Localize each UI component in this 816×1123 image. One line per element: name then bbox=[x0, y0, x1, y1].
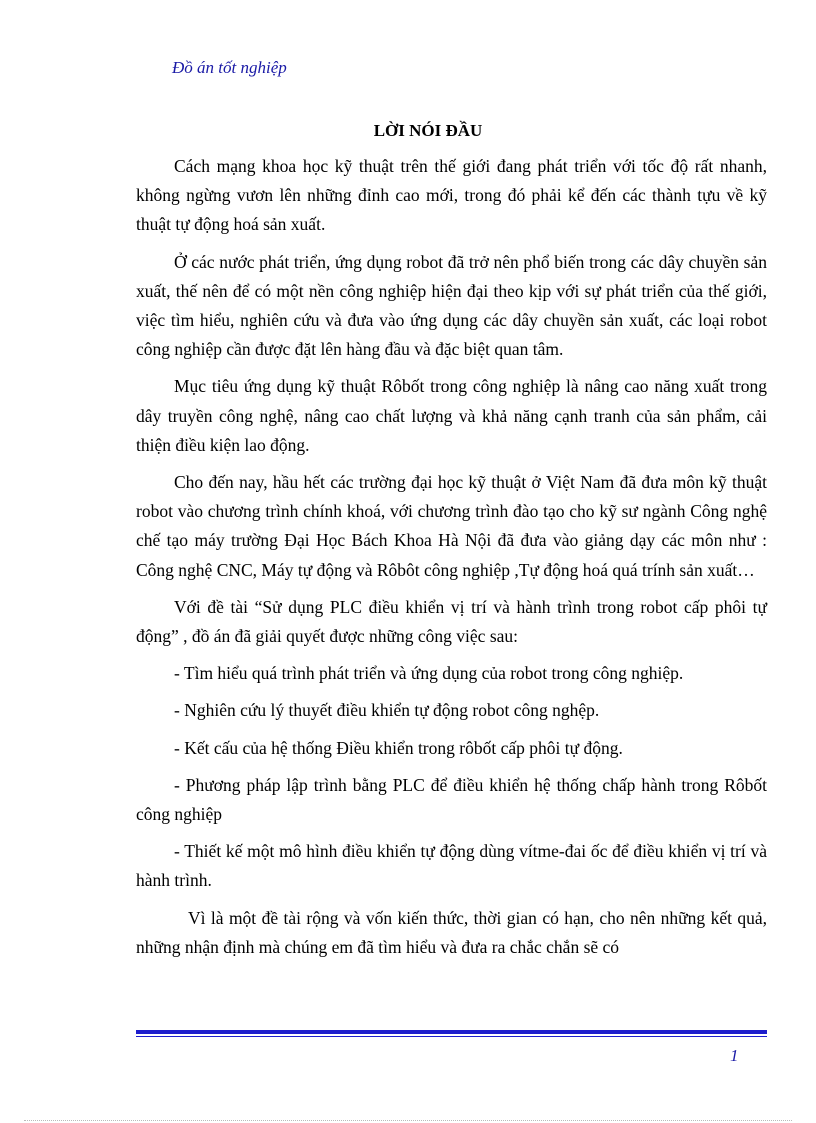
document-body bbox=[136, 152, 767, 970]
list-item: - Kết cấu của hệ thống Điều khiển trong rôbốt cấp phôi tự động. bbox=[174, 737, 623, 758]
running-header: Đồ án tốt nghiệp bbox=[172, 58, 287, 77]
list-item: - Thiết kế một mô hình điều khiển tự động dùng vítme-đai ốc để điều khiển vị trí và hành trình. bbox=[136, 841, 767, 891]
paragraph: Mục tiêu ứng dụng kỹ thuật Rôbốt trong công nghiệp là nâng cao năng xuất trong dây truyền công nghệ, nâng cao chất lượng và khả năng cạnh tranh của sản phẩm, cải thiện điều kiện lao động. bbox=[136, 376, 767, 455]
paragraph: Với đề tài “Sử dụng PLC điều khiển vị trí và hành trình trong robot cấp phôi tự động” , đồ án đã giải quyết được những công việc sau: bbox=[136, 596, 767, 647]
footer-rule-thin bbox=[136, 1036, 767, 1037]
paragraph: Cách mạng khoa học kỹ thuật trên thế giới đang phát triển với tốc độ rất nhanh, không ngừng vươn lên những đỉnh cao mới, trong đó phải kể đến các thành tựu về kỹ thuật tự động hoá sản xuất. bbox=[136, 156, 767, 235]
list-item: - Tìm hiểu quá trình phát triển và ứng dụng của robot trong công nghiệp. bbox=[174, 663, 684, 684]
paragraph: Cho đến nay, hầu hết các trường đại học kỹ thuật ở Việt Nam đã đưa môn kỹ thuật robot vào chương trình chính khoá, với chương trình đào tạo cho kỹ sư ngành Công nghệ chế tạo máy trường Đại Học Bách Khoa Hà Nội đã đưa vào giảng dạy các môn như : Công nghệ CNC, Máy tự động và Rôbôt công nghiệp ,Tự động hoá quá trính sản xuất… bbox=[136, 472, 767, 580]
paragraph: Ở các nước phát triển, ứng dụng robot đã trở nên phổ biến trong các dây chuyền sản xuất, thế nên để có một nền công nghiệp hiện đại theo kịp với sự phát triển của thế giới, việc tìm hiểu, nghiên cứu và đưa vào ứng dụng các dây chuyền sản xuất, các loại robot công nghiệp cần được đặt lên hàng đầu và đặc biệt quan tâm. bbox=[136, 251, 767, 360]
page-edge-divider bbox=[24, 1120, 792, 1121]
closing-paragraph: Vì là một đề tài rộng và vốn kiến thức, thời gian có hạn, cho nên những kết quả, những nhận định mà chúng em đã tìm hiểu và đưa ra chắc chắn sẽ có bbox=[136, 907, 767, 957]
list-item: - Phương pháp lập trình bằng PLC để điều khiển hệ thống chấp hành trong Rôbốt công nghiệp bbox=[136, 774, 767, 825]
list-item: - Nghiên cứu lý thuyết điều khiển tự động robot công nghệp. bbox=[174, 700, 600, 721]
page-number: 1 bbox=[730, 1046, 739, 1065]
footer-rule-thick bbox=[136, 1030, 767, 1034]
page-title: LỜI NÓI ĐẦU bbox=[373, 121, 483, 140]
